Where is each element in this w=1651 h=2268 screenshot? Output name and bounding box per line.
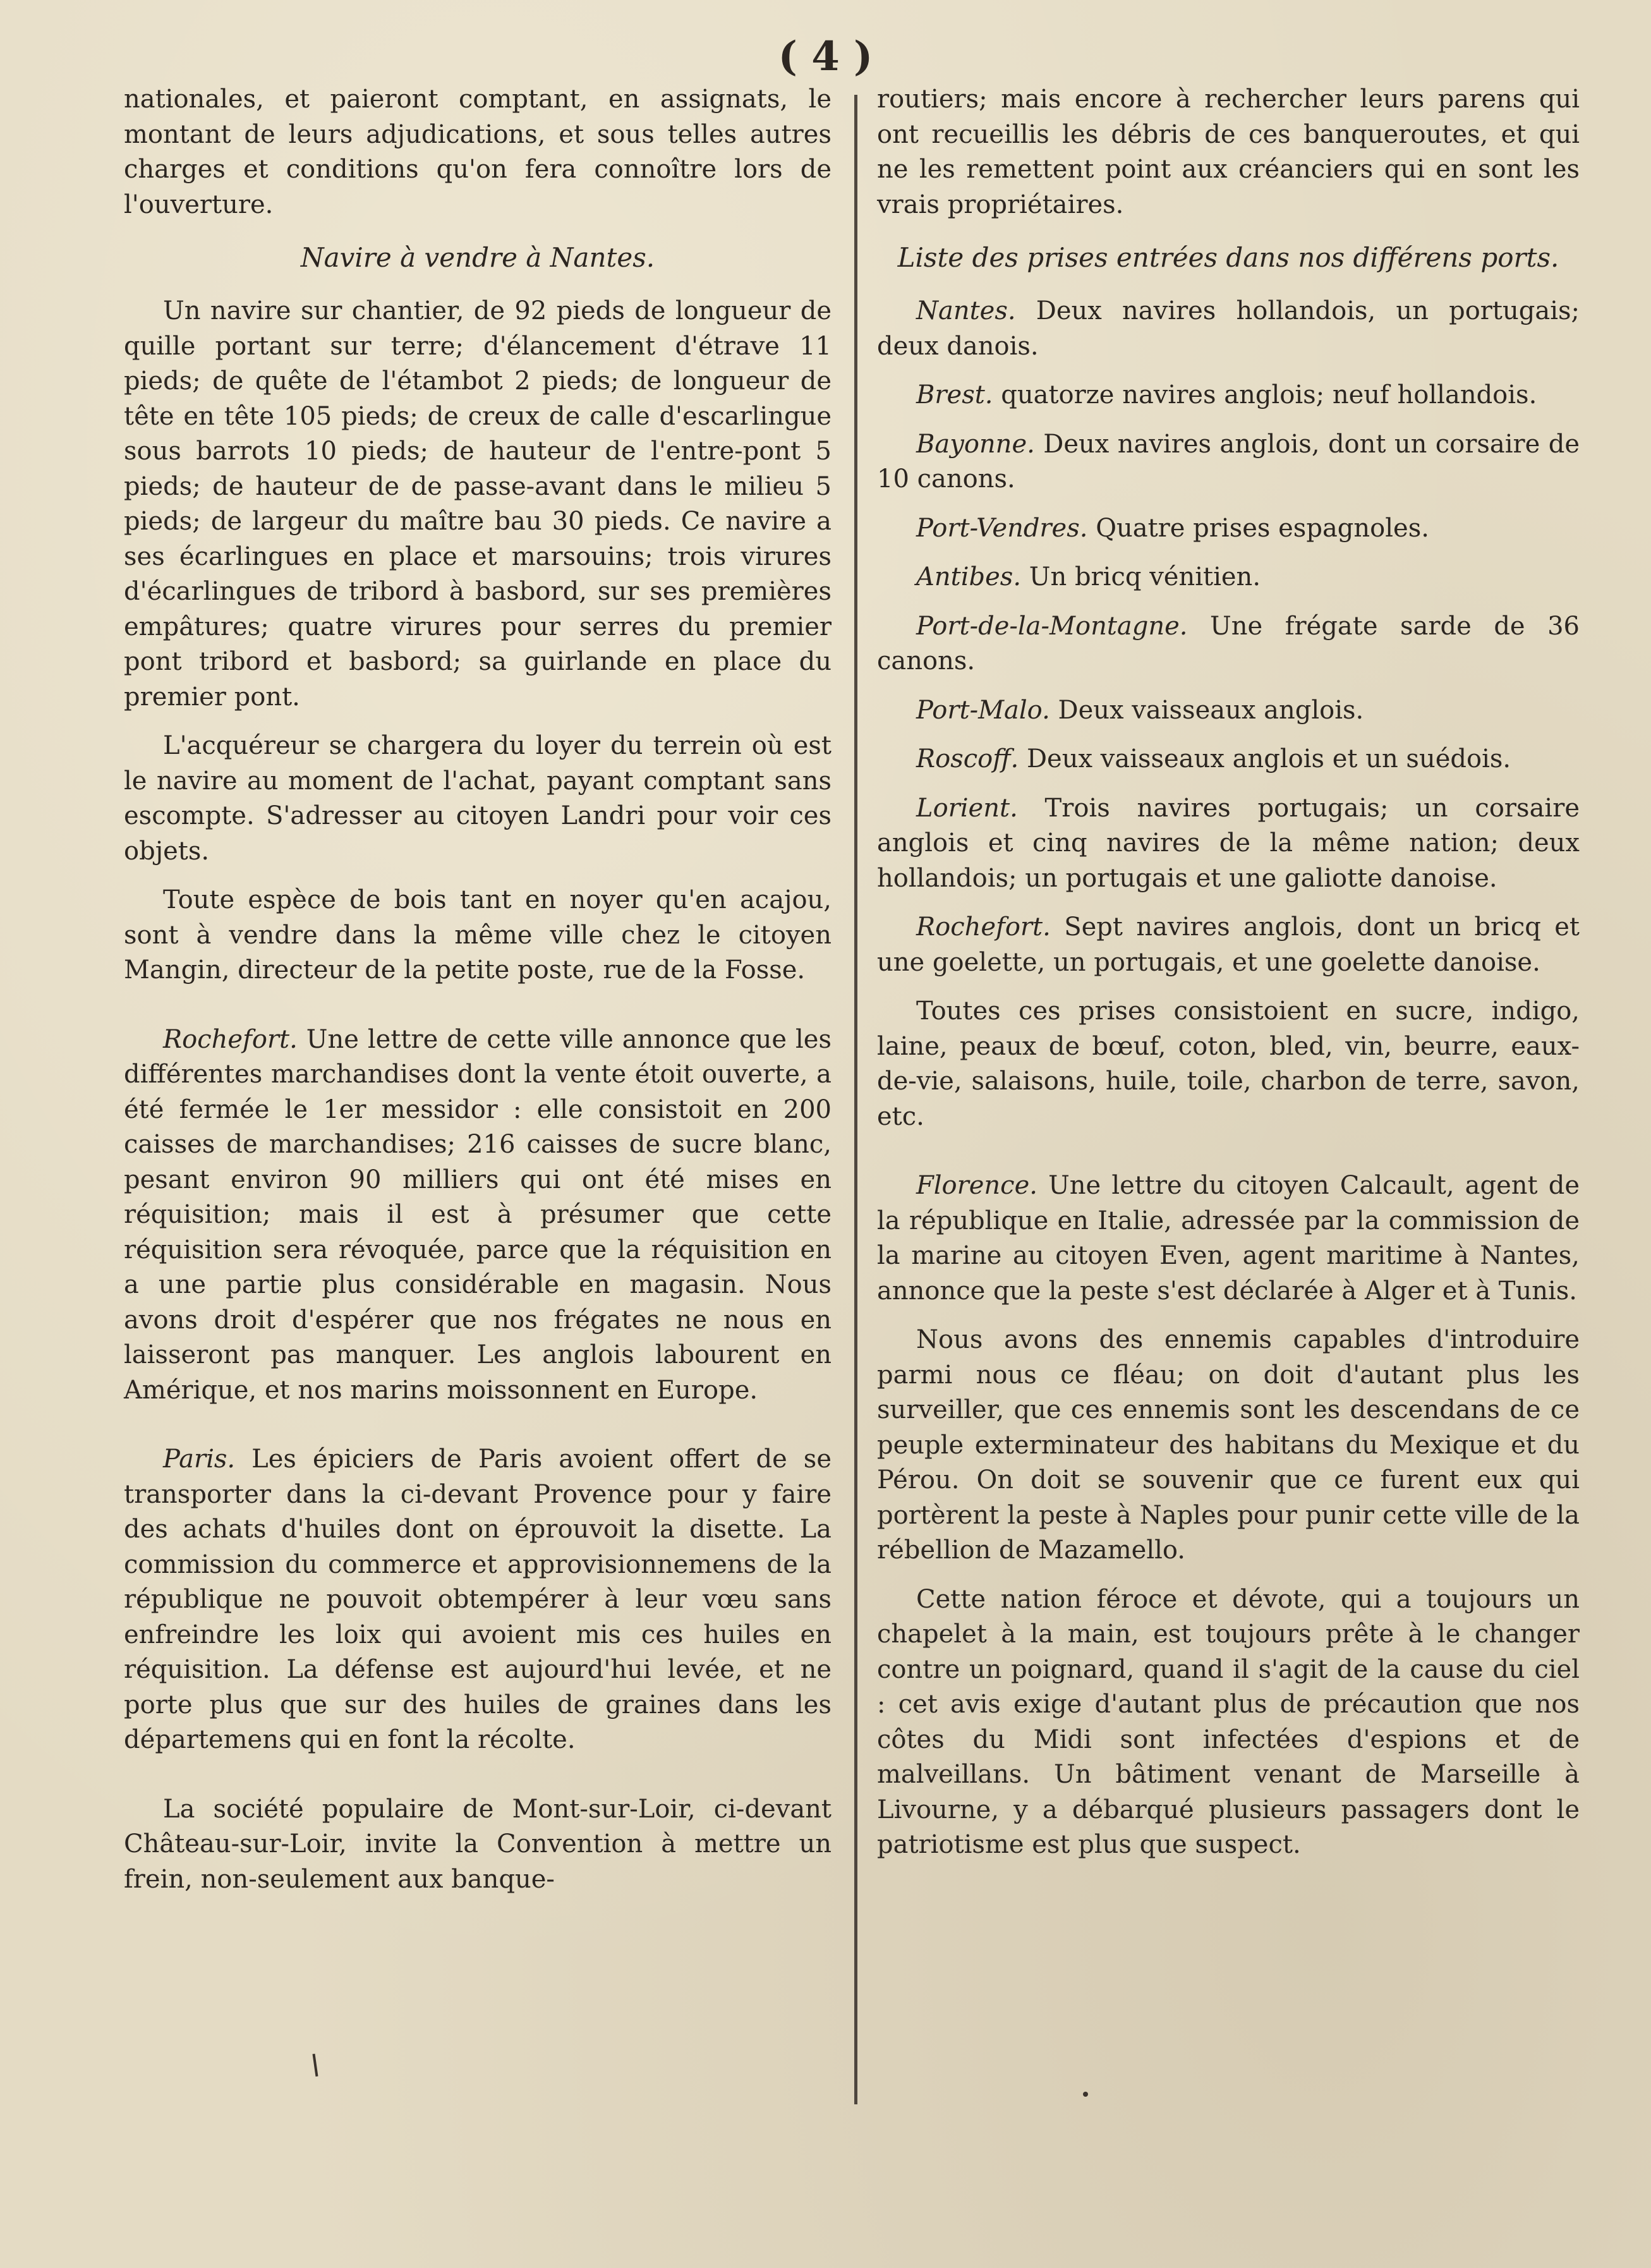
list-item: Brest. quatorze navires anglois; neuf hollandois. (916, 380, 1537, 409)
paragraph-bois: Toute espèce de bois tant en noyer qu'en acajou, sont à vendre dans la même ville chez le citoyen Mangin, directeur de la petite poste, rue de la Fosse. (124, 885, 832, 985)
paragraph-contenu-des-prises: Toutes ces prises consistoient en sucre, indigo, laine, peaux de bœuf, coton, bled, vin, beurre, eaux-de-vie, salaisons, huile, toile, charbon de terre, savon, etc. (877, 997, 1580, 1131)
list-item: Lorient. Trois navires portugais; un corsaire anglois et cinq navires de la même nation; deux hollandois; un portugais et une galiotte danoise. (877, 793, 1580, 893)
list-item: Port-Malo. Deux vaisseaux anglois. (916, 695, 1364, 725)
page-number: ( 4 ) (778, 33, 873, 80)
list-item: Rochefort. Sept navires anglois, dont un bricq et une goelette, un portugais, et une goelette danoise. (877, 913, 1580, 977)
column-divider (854, 95, 857, 2104)
ink-mark (313, 2054, 318, 2077)
dateline-rochefort: Rochefort. (163, 1024, 298, 1054)
paris-text: Les épiciers de Paris avoient offert de se transporter dans la ci-devant Provence pour y faire des achats d'huiles dont on éprouvoit la disette. La commission du commerce et approvisionnemens de la république ne pouvoit obtempérer à leur vœu sans enfreindre les loix qui avoient mis ces huiles en réquisition. La défense est aujourd'hui levée, et ne porte plus que sur des huiles de graines dans les départemens qui en font la récolte. (124, 1445, 832, 1754)
paragraph-navire-description: Un navire sur chantier, de 92 pieds de longueur de quille portant sur terre; d'élancement d'étrave 11 pieds; de quête de l'étambot 2 pieds; de longueur de tête en tête 105 pieds; de creux de calle d'escarlingue sous barrots 10 pieds; de hauteur de l'entre-pont 5 pieds; de hauteur de de passe-avant dans le milieu 5 pieds; de largeur du maître bau 30 pieds. Ce navire a ses écarlingues en place et marsouins; trois virures d'écarlingues de tribord à basbord, sur ses premières empâtures; quatre virures pour serres du premier pont tribord et basbord; sa guirlande en place du premier pont. (124, 296, 832, 712)
paragraph-acquereur: L'acquéreur se chargera du loyer du terrein où est le navire au moment de l'achat, payant comptant sans escompte. S'adresser au citoyen Landri pour voir ces objets. (124, 731, 832, 866)
dateline-paris: Paris. (163, 1445, 236, 1474)
list-item: Antibes. Un bricq vénitien. (916, 562, 1261, 591)
paragraph-paris (124, 1442, 832, 1758)
florence-text: Une lettre du citoyen Calcault, agent de la république en Italie, adressée par la commission de la marine au citoyen Even, agent maritime à Nantes, annonce que la peste s'est déclarée à Alger et à Tunis. (877, 1171, 1580, 1306)
list-item: Port-Vendres. Quatre prises espagnoles. (916, 513, 1429, 543)
heading-liste-des-prises: Liste des prises entrées dans nos différens ports. (897, 242, 1559, 273)
dateline-florence: Florence. (916, 1171, 1037, 1200)
ink-dot (1083, 2092, 1088, 2097)
heading-navire-a-vendre: Navire à vendre à Nantes. (300, 242, 655, 273)
paragraph-rochefort (124, 1022, 832, 1409)
paragraph-societe-populaire: La société populaire de Mont-sur-Loir, ci-devant Château-sur-Loir, invite la Convention à mettre un frein, non-seulement aux banque- (124, 1794, 832, 1894)
prize-list (877, 294, 1580, 980)
paragraph-ennemis: Nous avons des ennemis capables d'introduire parmi nous ce fléau; on doit d'autant plus les surveiller, que ces ennemis sont les descendans de ce peuple exterminateur des habitans du Mexique et du Pérou. On doit se souvenir que ce furent eux qui portèrent la peste à Naples pour punir cette ville de la rébellion de Mazamello. (877, 1325, 1580, 1565)
paragraph-florence (877, 1168, 1580, 1309)
list-item: Nantes. Deux navires hollandois, un portugais; deux danois. (877, 296, 1580, 361)
list-item: Roscoff. Deux vaisseaux anglois et un suédois. (916, 744, 1511, 773)
right-column (877, 82, 1580, 1877)
list-item: Port-de-la-Montagne. Une frégate sarde de 36 canons. (877, 611, 1580, 676)
left-column (124, 82, 832, 1911)
list-item: Bayonne. Deux navires anglois, dont un corsaire de 10 canons. (877, 429, 1580, 494)
paragraph-adjudications: nationales, et paieront comptant, en assignats, le montant de leurs adjudications, et sous telles autres charges et conditions qu'on fera connoître lors de l'ouverture. (124, 85, 832, 219)
paragraph-banqueroutiers: routiers; mais encore à rechercher leurs parens qui ont recueillis les débris de ces banqueroutes, et qui ne les remettent point aux créanciers qui en sont les vrais propriétaires. (877, 85, 1580, 219)
paragraph-nation-feroce: Cette nation féroce et dévote, qui a toujours un chapelet à la main, est toujours prête à le changer contre un poignard, quand il s'agit de la cause du ciel : cet avis exige d'autant plus de précaution que nos côtes du Midi sont infectées d'espions et de malveillans. Un bâtiment venant de Marseille à Livourne, y a débarqué plusieurs passagers dont le patriotisme est plus que suspect. (877, 1584, 1580, 1859)
rochefort-text: Une lettre de cette ville annonce que les différentes marchandises dont la vente étoit ouverte, a été fermée le 1er messidor : elle consistoit en 200 caisses de marchandises; 216 caisses de sucre blanc, pesant environ 90 milliers qui ont été mises en réquisition; mais il est à présumer que cette réquisition sera révoquée, parce que la réquisition en a une partie plus considérable en magasin. Nous avons droit d'espérer que nos frégates ne nous en laisseront pas manquer. Les anglois labourent en Amérique, et nos marins moissonnent en Europe. (124, 1024, 832, 1405)
